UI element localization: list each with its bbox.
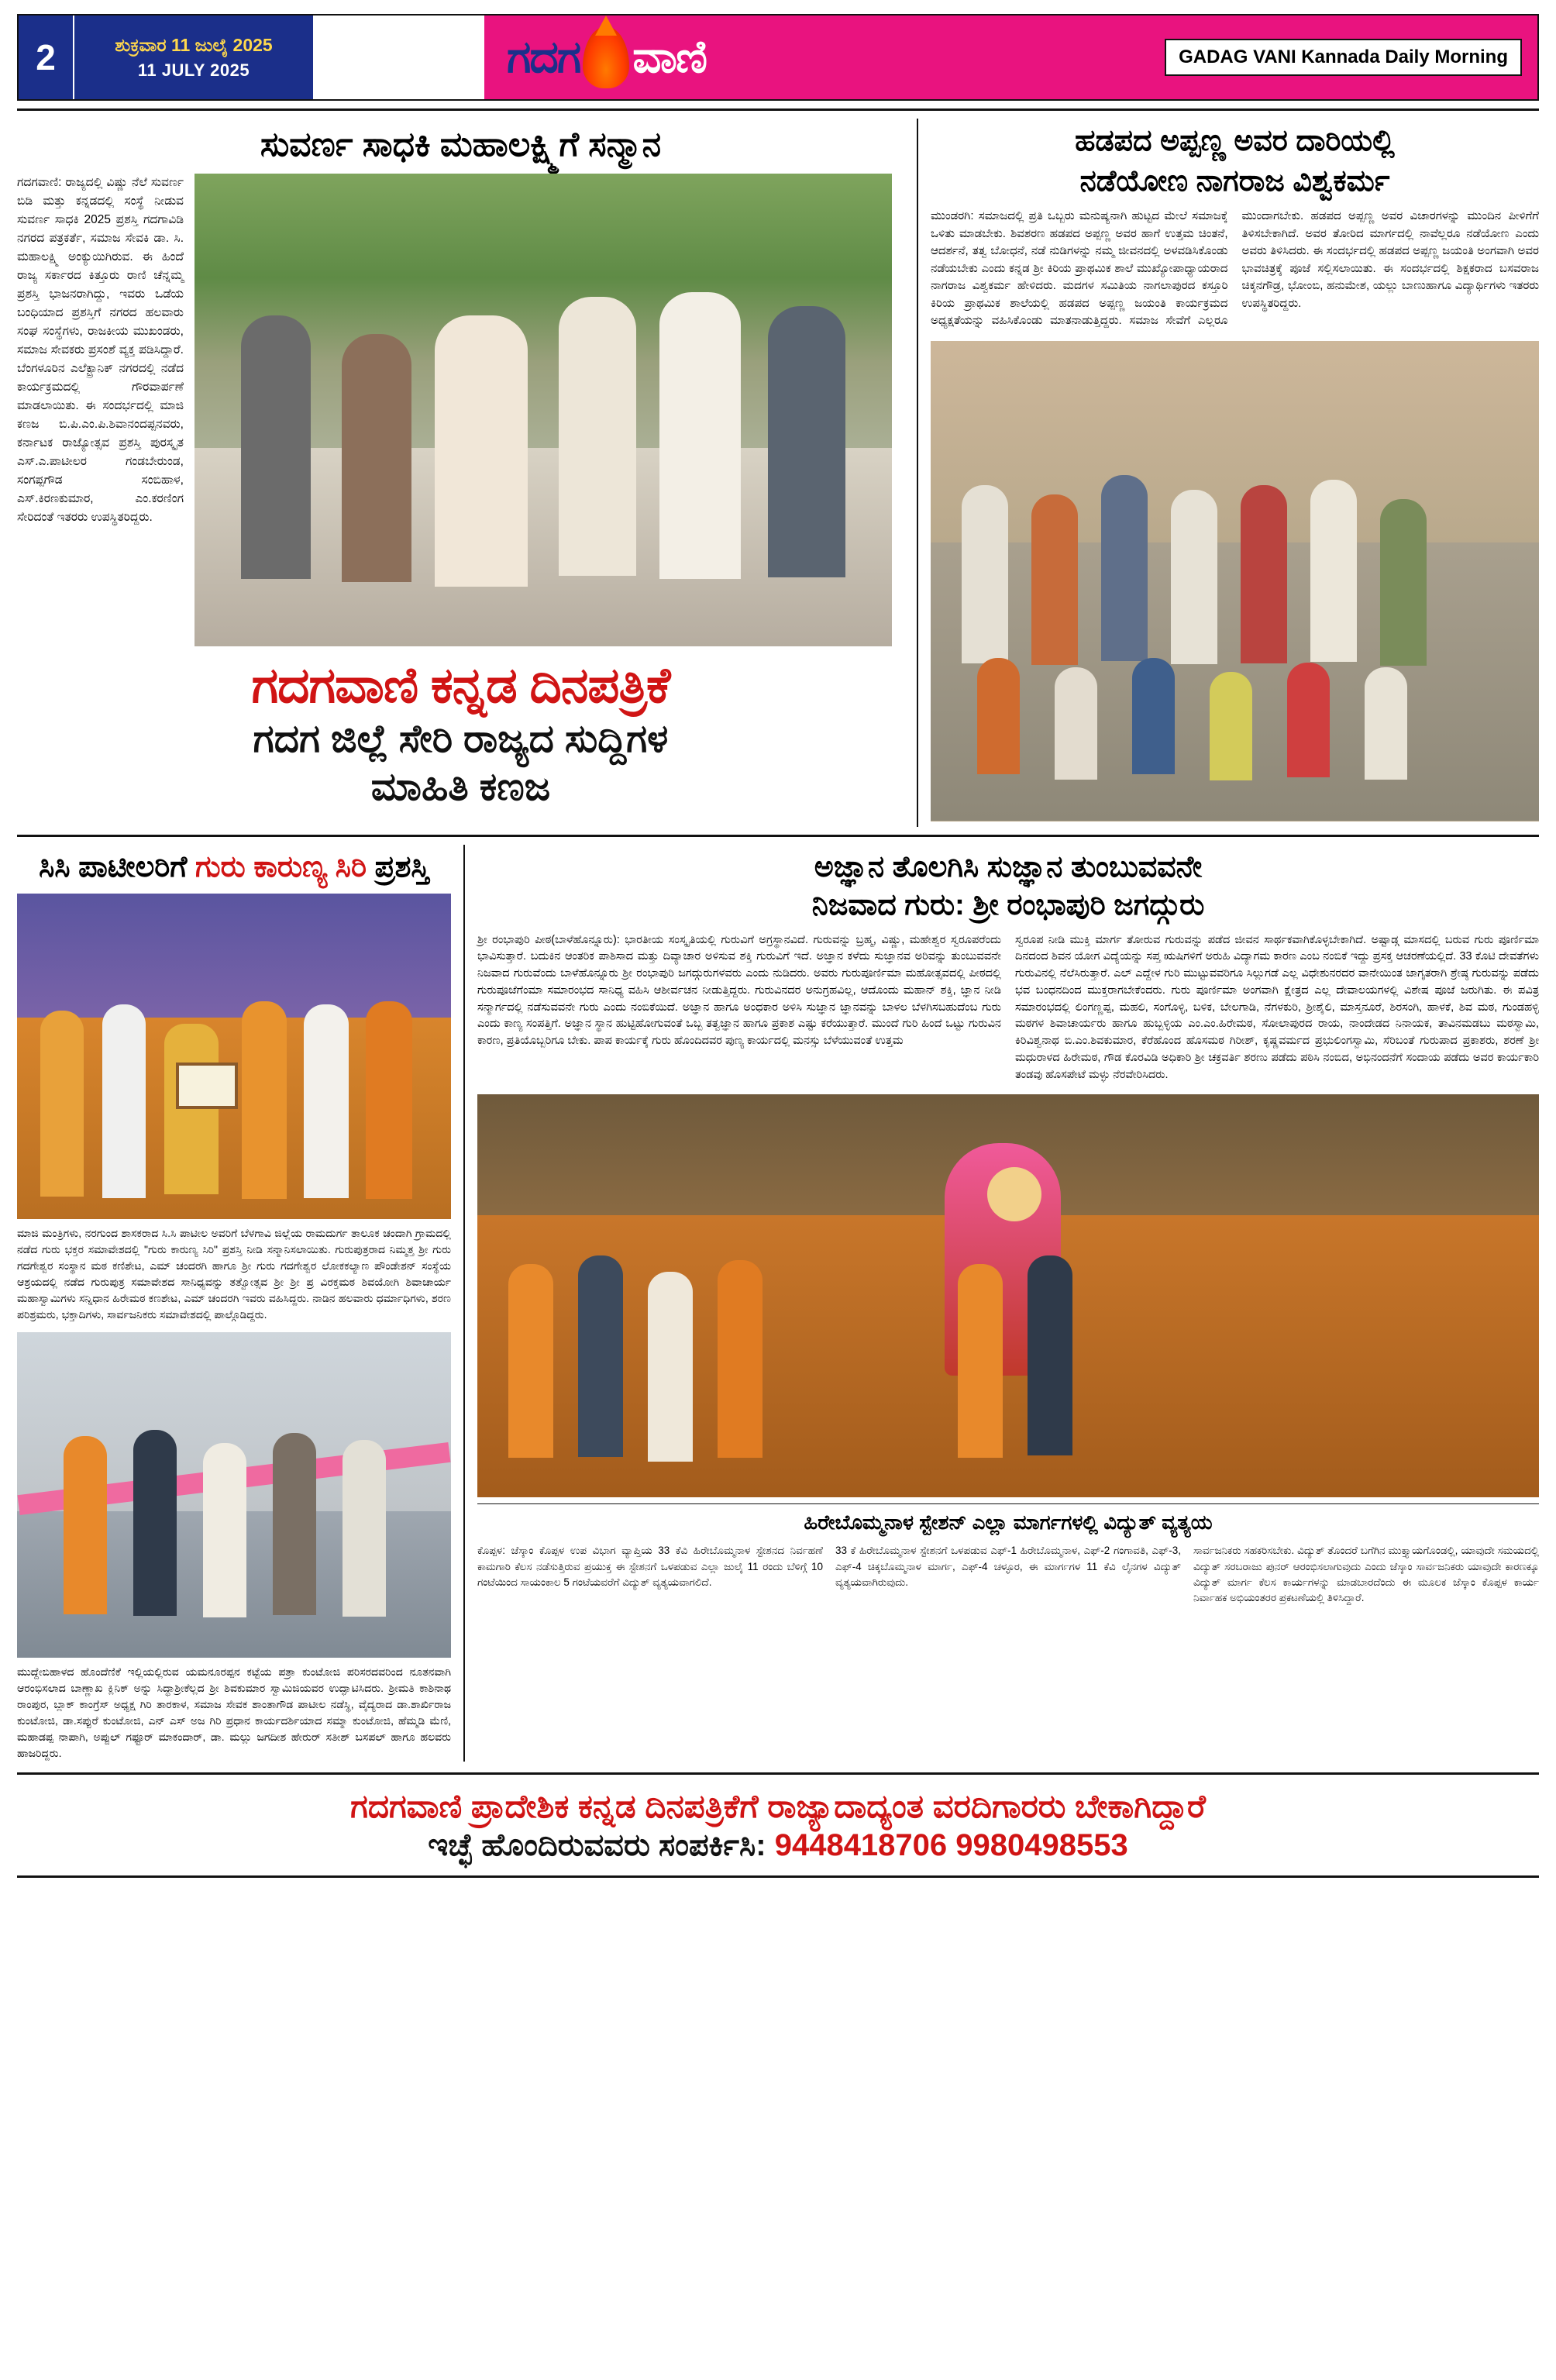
article-3-headline-part2: ಪ್ರಶಸ್ತಿ: [374, 850, 429, 883]
top-section: [17, 119, 1539, 827]
logo-word-vani: ವಾಣಿ: [632, 32, 707, 82]
middle-section: [17, 845, 1539, 1762]
article-5-headline: ಹಿರೇಬೊಮ್ಮನಾಳ ಸ್ಟೇಶನ್ ಎಲ್ಲಾ ಮಾರ್ಗಗಳಲ್ಲಿ ವಿದ್ಯುತ್ ವ್ಯತ್ಯಯ: [804, 1510, 1213, 1534]
article-6-caption: ಮುದ್ದೇಬಿಹಾಳದ ಹೊಂದೆಣಿಕೆ ಇಲ್ಲಿಯಲ್ಲಿರುವ ಯಮನೂರಪ್ಪನ ಕಟ್ಟೆಯ ಪತ್ರಾ ಕುಂಟೋಜಿ ಪರಿಸರದವರಿಂದ ನೂತನವಾಗಿ ಆರಂಭಿಸಲಾದ ಬಾಣ್ಣಾಖ ಕ್ಲಿನಿಕ್ ಅನ್ನು ಸಿದ್ಧಾಶ್ರೀಕೆಲ್ಲದ ಶ್ರೀ ಶಿವಕುಮಾರ ಸ್ವಾಮಿಜಿಯವರ ಉದ್ಘಾಟಿಸಿದರು. ಶ್ರೀಮತಿ ಕಾಶಿನಾಥ ರಾಂಪುರ, ಬ್ಲಾಕ್ ಕಾಂಗ್ರೆಸ್ ಅಧ್ಯಕ್ಷ ಗಿರಿ ತಾರಕಾಳ, ಸಮಾಜ ಸೇವಕ ಶಾಂತಾಗೌಡ ಪಾಟೀಲ ನಡೆಸ್ಥಿ, ವೈದ್ಯರಾದ ಡಾ.ಶಾರ್ಖಿರಾಜ ಕುಂಟೋಜಿ, ಡಾ.ಸಪ್ಪುರೆ ಕುಂಟೋಜಿ, ಎನ್ ಎಸ್ ಅಜ ಗಿರಿ ಪ್ರಧಾನ ಕಾರ್ಯದರ್ಶಿಯಾದ ಸಮ್ಮಾ ಕುಂಟೋಜಿ, ಹೆಮ್ಮಡಿ ಮೆಣಿ, ಮಹಾಡಪ್ಪ ನಾಪಾಗಿ, ಅಪ್ಪುಲ್ ಗಫ್ಟೂರ್ ಮಾಕಂದಾರ್, ಡಾ. ಮಲ್ಲು ಜಗದೀಶ ಹೇರುರ್ ಸತೀಶ್ ಬಸಪಲ್ ಹಾಗೂ ಹಲವರು ಹಾಜರಿದ್ದರು.: [17, 1665, 451, 1760]
article-3-headline: [17, 849, 451, 887]
article-1-photo: [194, 174, 892, 646]
promo-line-3: ಮಾಹಿತಿ ಕಣಜ: [370, 765, 551, 809]
article-1-body: ಗದಗವಾಣಿ: ರಾಜ್ಯದಲ್ಲಿ ವಿಷ್ಣು ನೆಲೆ ಸುವರ್ಣ ಬಿಡಿ ಮತ್ತು ಕನ್ನಡದಲ್ಲಿ ಸಂಸ್ಥೆ ನೀಡುವ ಸುವರ್ಣ ಸಾಧಕಿ 2025 ಪ್ರಶಸ್ತಿ ಗದಗಾವಿಡಿ ನಗರದ ಪತ್ರಕರ್ತೆ, ಸಮಾಜ ಸೇವಕಿ ಡಾ. ಸಿ. ಮಹಾಲಕ್ಷ್ಮಿ ಅಂಕ್ಯುಯಿಗಿರುವ. ಈ ಹಿಂದೆ ರಾಜ್ಯ ಸರ್ಕಾರದ ಕಿತ್ತೂರು ರಾಣಿ ಚೆನ್ನಮ್ಮ ಪ್ರಶಸ್ತಿ ಭಾಜನರಾಗಿದ್ದು, ಇವರು ಒಡೆಯ ಬಂಧಿಯಾದ ಪ್ರಶಸ್ತಿಗೆ ನಗರದ ಹಲವಾರು ಸಂಘ ಸಂಸ್ಥೆಗಳು, ರಾಜಕೀಯ ಮುಖಂಡರು, ಸಮಾಜ ಸೇವಕರು ಪ್ರಸಂಶೆ ವ್ಯಕ್ತ ಪಡಿಸಿದ್ದಾರೆ. ಬೆಂಗಳೂರಿನ ಎಲೆಕ್ಟ್ರಾನಿಕ್ ನಗರದಲ್ಲಿ ನಡೆದ ಕಾರ್ಯಕ್ರಮದಲ್ಲಿ ಗೌರವಾರ್ಪಣೆ ಮಾಡಲಾಯಿತು. ಈ ಸಂದರ್ಭದಲ್ಲಿ ಮಾಜಿ ಕಣಜ ಬಿ.ಪಿ.ಎಂ.ಪಿ.ಶಿವಾನಂದಪ್ಪನವರು, ಕರ್ನಾಟಕ ರಾಜ್ಯೋತ್ಸವ ಪ್ರಶಸ್ತಿ ಪುರಸ್ಕೃತ ಎಸ್.ಎ.ಪಾಟೀಲರ ಗಂಡಬೇರುಂಡ, ಸಂಗಪ್ಪಗೌಡ ಸಂಬಿಹಾಳ, ಎಸ್.ಕಿರಣಕುಮಾರ, ಎಂ.ಕರಣಿಂಗ ಸೇರಿದಂತೆ ಇತರರು ಉಪಸ್ಥಿತರಿದ್ದರು.: [17, 176, 184, 525]
rule-above-article-5: [477, 1503, 1539, 1504]
article-1-headline: ಸುವರ್ಣ ಸಾಧಕಿ ಮಹಾಲಕ್ಷ್ಮಿಗೆ ಸನ್ಮಾನ: [260, 126, 662, 164]
footer-phone-2: 9980498553: [955, 1827, 1128, 1862]
article-3-headline-red: ಗುರು ಕಾರುಣ್ಯ ಸಿರಿ: [194, 850, 375, 883]
article-4-body-col2: ಸ್ವರೂಪ ನೀಡಿ ಮುಕ್ತಿ ಮಾರ್ಗ ತೋರುವ ಗುರುವನ್ನು ಪಡೆದ ಜೀವನ ಸಾರ್ಥಕವಾಗಿಕೊಳ್ಳಬೇಕಾಗಿದೆ. ಅಷ್ಟಾಡ್ಗ ಮಾಸದಲ್ಲಿ ಬರುವ ಗುರು ಪೂರ್ಣಿಮಾ ದಿನದಂದ ಶಿವನ ಯೋಗ ವಿದ್ಯೆಯನ್ನು ಸಪ್ತ ಋಷಿಗಳಿಗೆ ಅರುಹಿ ವಿದ್ಯಾಗಮ ಕಾರಣ ಎಂಬ ನಂಬಿಕೆ ಇದ್ದು ಪ್ರಸಕ್ತ ಆಚರಣೆಯಲ್ಲಿದೆ. 33 ಕೊಟಿ ದೇವತೆಗಳು ಗುರುವಿನಲ್ಲಿ ನೆಲೆಸಿರುತ್ತಾರೆ. ಎಲ್ ಎದ್ದೇಳ ಗುರಿ ಮುಟ್ಟುವವರಿಗೂ ಸಿಲ್ಲುಗಡೆ ಎಲ್ಲ ವಿಧೇಶುನರದರ ವಾನೇಯಿಂತ ಜಾಗೃತರಾಗಿ ಶ್ರೇಷ್ಠ ಗುರುವನ್ನು ಪಡೆದು ಭವ ಬಂಧನದಿಂದ ಮುಕ್ತರಾಗಬೇಕೆಂದರು. ಗುರು ಪೂರ್ಣಿಮಾ ಅಂಗವಾಗಿ ಕ್ಷೇತ್ರದ ಎಲ್ಲ ದೇವಾಲಯಗಳಲ್ಲಿ ವಿಶೇಷ ಪೂಜೆ ಜರುಗಿತು. ಈ ಪವಿತ್ರ ಸಮಾರಂಭದಲ್ಲಿ ಲಿಂಗಣ್ಣಪ್ಪ, ಮಹಲಿ, ಸಂಗೊಳ್ಳಿ, ಬಳಿಕ, ಬೇಲಗಾಡಿ, ನೆಗಳಕುರಿ, ಶ್ರೀಶೈಲಿ, ಮಾಸ್ತನೂರೆ, ಶಿರಸಂಗಿ, ಹಾಳಕೆ, ಶಿವ ಮಠ, ಗುಂಡಹಳ್ಳಿ ಮಠಗಳ ಶಿವಾಚಾರ್ಯರು ಹಾಗೂ ಹುಬ್ಬಳ್ಳಿಯ ಎಂ.ಎಂ.ಹಿರೇಮಠ, ಸೋಲಾಪುರದ ರಾಯ, ನಾಂದೇಡದ ನಿನಾಯಕ, ತಾವಿನಮಡಬು ಮಠಸ್ವಾಮಿ, ಕಿರಿವಿಶ್ವನಾಥ ಬಿ.ಎಂ.ಶಿವಕುಮಾರ, ಕೆರೆಹೊಂದ ಹೊಸಮಠ ಗಿರೀಶ್, ಕೃಷ್ಣವರ್ಮದ ಪ್ರಭುಲಿಂಗಸ್ವಾಮಿ, ಸೆರಿಬಂತೆ ಗುರುಪಾದ ಪ್ರಕಾಶರು, ಶರಣೆ ಶ್ರೀ ಮಧುರಾಳದ ಹಿರೇಮಠ, ಗೌಡ ಕೊರವಿಡಿ ಅಧಿಕಾರಿ ಶ್ರೀ ಚಕ್ರವರ್ತಿ ಶರಣು ಪಡೆದು ಪಠಿಸಿ ನಂಬಿದ, ಅಭಿನಂದನೆಗೆ ಸಂದಾಯ ಪಡೆದು ಅವರ ಕಾರ್ಯಕಾರಿ ತಂಡವು ಹೊಸಪೇಟೆ ಮಳ್ಳು ನೆರವೇರಿಸಿದರು.: [1015, 933, 1539, 1081]
article-2-photo: [931, 341, 1539, 821]
promo-block: [17, 646, 904, 827]
rule-under-masthead: [17, 108, 1539, 111]
article-3-photo: [17, 894, 451, 1219]
article-3-headline-part1: ಸಿಸಿ ಪಾಟೀಲರಿಗೆ: [39, 850, 195, 883]
rule-mid-page: [17, 835, 1539, 837]
logo-banner: [313, 15, 1537, 99]
article-2-headline-line1: ಹಡಪದ ಅಪ್ಪಣ್ಣ ಅವರ ದಾರಿಯಲ್ಲಿ: [1075, 125, 1395, 157]
date-box: [73, 15, 313, 99]
footer-line-1: ಗದಗವಾಣಿ ಪ್ರಾದೇಶಿಕ ಕನ್ನಡ ದಿನಪತ್ರಿಕೆಗೆ ರಾಜ್ಯಾದಾದ್ಯಂತ ವರದಿಗಾರರು ಬೇಕಾಗಿದ್ದಾರೆ: [350, 1788, 1206, 1825]
article-6-photo: [17, 1332, 451, 1658]
article-5-body-col1: ಕೊಪ್ಪಳ: ಜೆಸ್ಕಾಂ ಕೊಪ್ಪಳ ಉಪ ವಿಭಾಗ ವ್ಯಾಪ್ತಿಯ 33 ಕೆವಿ ಹಿರೇಬೊಮ್ಮನಾಳ ಸ್ಟೇಶನದ ನಿರ್ವಹಣೆ ಕಾಮಗಾರಿ ಕೆಲಸ ನಡೆಸುತ್ತಿರುವ ಪ್ರಯುಕ್ತ ಈ ಸ್ಟೇಶನಗೆ ಒಳಪಡುವ ಎಲ್ಲಾ ಜುಲೈ 11 ರಂದು ಬೆಳಿಗ್ಗೆ 10 ಗಂಟೆಯಿಂದ ಸಾಯಂಕಾಲ 5 ಗಂಟೆಯವರೆಗೆ ವಿದ್ಯುತ್ ವ್ಯತ್ಯಯವಾಗಲಿದೆ.: [477, 1545, 823, 1588]
article-2-body: ಮುಂಡರಗಿ: ಸಮಾಜದಲ್ಲಿ ಪ್ರತಿ ಒಬ್ಬರು ಮನುಷ್ಯನಾಗಿ ಹುಟ್ಟದ ಮೇಲೆ ಸಮಾಜಕ್ಕೆ ಒಳಿತು ಮಾಡಬೇಕು. ಶಿವಶರಣ ಹಡಪದ ಅಪ್ಪಣ್ಣ ಅವರ ಹಾಗೆ ಉತ್ತಮ ಚಿಂತನೆ, ಆದರ್ಶನೆ, ತತ್ವ ಬೋಧನೆ, ನಡೆ ನುಡಿಗಳನ್ನು ನಮ್ಮ ಜೀವನದಲ್ಲಿ ಅಳವಡಿಸಿಕೊಂಡು ನಡೆಯಬೇಕು ಎಂದು ಕನ್ನಡ ಶ್ರೀ ಕಿರಿಯ ಪ್ರಾಥಮಿಕ ಶಾಲೆ ಮುಖ್ಯೋಪಾಧ್ಯಾಯರಾದ ನಾಗರಾಜ ವಿಶ್ವಕರ್ಮ ಹೇಳಿದರು. ಮದಗಳ ಸಮಿತಿಯ ನಾಗಲಾಪುರದ ಕಸ್ತೂರಿ ಕಿರಿಯ ಪ್ರಾಥಮಿಕ ಶಾಲೆಯಲ್ಲಿ ಹಡಪದ ಅಪ್ಪಣ್ಣ ಜಯಂತಿ ಕಾರ್ಯಕ್ರಮದ ಅಧ್ಯಕ್ಷತೆಯನ್ನು ವಹಿಸಿಕೊಂಡು ಮಾತನಾಡುತ್ತಿದ್ದರು. ಸಮಾಜ ಸೇವೆಗೆ ಎಲ್ಲರೂ ಮುಂದಾಗಬೇಕು. ಹಡಪದ ಅಪ್ಪಣ್ಣ ಅವರ ವಿಚಾರಗಳನ್ನು ಮುಂದಿನ ಪೀಳಿಗೆಗೆ ತಿಳಿಸಬೇಕಾಗಿದೆ. ಅವರ ತೋರಿದ ಮಾರ್ಗದಲ್ಲಿ ನಾವೆಲ್ಲರೂ ನಡೆಯೋಣ ಎಂದು ಅವರು ತಿಳಿಸಿದರು. ಈ ಸಂದರ್ಭದಲ್ಲಿ ಹಡಪದ ಅಪ್ಪಣ್ಣ ಜಯಂತಿ ಅಂಗವಾಗಿ ಅವರ ಭಾವಚಿತ್ರಕ್ಕೆ ಪೂಜೆ ಸಲ್ಲಿಸಲಾಯಿತು. ಈ ಸಂದರ್ಭದಲ್ಲಿ ಶಿಕ್ಷಕರಾದ ಬಸವರಾಜ ಚಿಕ್ಕನಗೌಡ್ರ, ಭೋಂಬಿ, ಹನುಮೇಶ, ಯಲ್ಲು ಬಾಣುಹಾಗೂ ವಿದ್ಯಾರ್ಥಿಗಳು ಇತರರು ಉಪಸ್ಥಿತರಿದ್ದರು.: [931, 209, 1539, 327]
article-4-column: [463, 845, 1539, 1762]
article-2-headline-line2: ನಡೆಯೋಣ ನಾಗರಾಜ ವಿಶ್ವಕರ್ಮ: [1079, 164, 1390, 198]
english-masthead-title: GADAG VANI Kannada Daily Morning: [1165, 39, 1522, 76]
footer-contact-prefix: ಇಚ್ಛೆ ಹೊಂದಿರುವವರು ಸಂಪರ್ಕಿಸಿ:: [428, 1827, 775, 1862]
article-3-caption: ಮಾಜಿ ಮಂತ್ರಿಗಳು, ನರಗುಂದ ಶಾಸಕರಾದ ಸಿ.ಸಿ ಪಾಟೀಲ ಅವರಿಗೆ ಬೆಳಗಾವಿ ಜಿಲ್ಲೆಯ ರಾಮದುರ್ಗ ತಾಲೂಕ ಚಂದಾಗಿ ಗ್ರಾಮದಲ್ಲಿ ನಡೆದ ಗುರು ಭಕ್ತರ ಸಮಾವೇಶದಲ್ಲಿ "ಗುರು ಕಾರುಣ್ಯ ಸಿರಿ" ಪ್ರಶಸ್ತಿ ನೀಡಿ ಸನ್ಮಾನಿಸಲಾಯಿತು. ಗುರುಪುತ್ರರಾದ ನಿಮ್ಮತ್ತ ಶ್ರೀ ಗುರು ಗದಗೇಶ್ವರ ಸಂಸ್ಥಾನ ಮಠ ಕಣಿಶೇಟ, ಎಮ್ ಚಂದರಗಿ ಹಾಗೂ ಶ್ರೀ ಗುರು ಗದಗೇಶ್ವರ ಲೋಕಕಲ್ಯಾಣ ಪೌಂಡೇಶನ್ ಸಂಸ್ಥೆಯ ಆಶ್ರಯದಲ್ಲಿ ನಡೆದ ಗುರುಪುತ್ರ ಸಮಾವೇಶದ ಸಾನಿಧ್ಯವನ್ನು ತತ್ವೋತ್ಸವ ಶ್ರೀ ಶ್ರೀ ಪ್ರ ವಿರಕ್ತಮಠ ಶಿವಯೋಗಿ ಶಿವಾಚಾರ್ಯ ಮಹಾಸ್ವಾಮಿಗಳು ಸನ್ನಿಧಾನ ಹಿರೇಮಠ ಕಣಶೇಟ, ಎಮ್ ಚಂದರಗಿ ಇವರು ವಹಿಸಿದ್ದರು. ನಾಡಿನ ಹಲವಾರು ಧರ್ಮಾಧಿಗಳು, ಶರಣ ಪರಿಶ್ರಮರು, ಭಕ್ತಾದಿಗಳು, ಸಾರ್ವಜನಿಕರು ಸಮಾವೇಶದಲ್ಲಿ ಪಾಲ್ಗೊಡಿದ್ದರು.: [17, 1227, 451, 1321]
article-2-column: [917, 119, 1539, 827]
page-number: 2: [19, 15, 73, 99]
footer-phone-1: 9448418706: [774, 1827, 948, 1862]
logo-word-gadag: ಗದಗ: [507, 32, 580, 82]
masthead: [17, 14, 1539, 101]
footer-advert: [17, 1772, 1539, 1878]
footer-line-2: [17, 1828, 1539, 1863]
date-kannada: ಶುಕ್ರವಾರ 11 ಜುಲೈ 2025: [115, 34, 273, 55]
promo-line-1: ಗದಗವಾಣಿ ಕನ್ನಡ ದಿನಪತ್ರಿಕೆ: [251, 657, 670, 713]
date-english: 11 JULY 2025: [137, 60, 250, 80]
promo-line-2: ಗದಗ ಜಿಲ್ಲೆ ಸೇರಿ ರಾಜ್ಯದ ಸುದ್ದಿಗಳ: [253, 716, 669, 760]
article-4-headline-line2: ನಿಜವಾದ ಗುರು: ಶ್ರೀ ರಂಭಾಪುರಿ ಜಗದ್ಗುರು: [811, 889, 1205, 922]
article-4-photo: [477, 1094, 1539, 1497]
article-3-column: [17, 845, 451, 1762]
article-4-headline-line1: ಅಜ್ಞಾನ ತೊಲಗಿಸಿ ಸುಜ್ಞಾನ ತುಂಬುವವನೇ: [814, 850, 1203, 883]
flame-icon: [583, 26, 629, 88]
article-1-column: [17, 119, 904, 827]
article-5-body-col3: ಸಾರ್ವಜನಿಕರು ಸಹಕರಿಸಬೇಕು. ವಿದ್ಯುತ್ ತೊಂದರೆ ಬಗೆಗಿನ ಮುಕ್ತ್ಯಾಯಗೊಂಡಲ್ಲಿ, ಯಾವುದೇ ಸಮಯದಲ್ಲಿ ವಿದ್ಯುತ್ ಸರಬರಾಜು ಪುನರ್ ಆರಂಭಿಸಲಾಗುವುದು ಎಂದು ಜೆಸ್ಕಾಂ ಸಾರ್ವಜನಿಕರು ಯಾವುದೇ ಕಾರಣಕ್ಕೂ ವಿದ್ಯುತ್ ಮಾರ್ಗ ಕೆಲಸ ಕಾರ್ಯಗಳನ್ನು ಮಾಡಬಾರದೆಂದು ಈ ಮೂಲಕ ಜೆಸ್ಕಾಂ ಕೊಪ್ಪಳ ಕಾರ್ಯ ನಿರ್ವಾಹಕ ಅಭಿಯಂತರರ ಪ್ರಕಟಣೆಯಲ್ಲಿ ತಿಳಿಸಿದ್ದಾರೆ.: [1193, 1545, 1539, 1604]
article-5-body-col2: 33 ಕೆ ಹಿರೇಬೊಮ್ಮನಾಳ ಸ್ಟೇಶನಗೆ ಒಳಪಡುವ ಎಫ್-1 ಹಿರೇಬೊಮ್ಮನಾಳ, ಎಫ್-2 ಗಂಗಾವತಿ, ಎಫ್-3, ಎಫ್-4 ಚಿಕ್ಕಬೊಮ್ಮನಾಳ ಮಾರ್ಗ, ಎಫ್-4 ಚಳ್ಳೂರ, ಈ ಮಾರ್ಗಗಳ 11 ಕೆವಿ ಲೈನಗಳ ವಿದ್ಯುತ್ ವ್ಯತ್ಯಯವಾಗಿರುವುದು.: [835, 1545, 1181, 1588]
article-4-body-col1: ಶ್ರೀ ರಂಭಾಪುರಿ ಪೀಠ(ಬಾಳೆಹೊನ್ನೂರು): ಭಾರತೀಯ ಸಂಸ್ಕೃತಿಯಲ್ಲಿ ಗುರುವಿಗೆ ಅಗ್ರಸ್ಥಾನವಿದೆ. ಗುರುವನ್ನು ಬ್ರಹ್ಮ, ವಿಷ್ಣು, ಮಹೇಶ್ವರ ಸ್ವರೂಪರೆಂದು ಭಾವಿಸುತ್ತಾರೆ. ಬದುಕಿನ ಆಂತರಿಕ ಪಾಶಿಸಾದ ಮತ್ತು ದಿವ್ಯಾಚಾರ ಅಳಿಸುವ ಶಕ್ತಿ ಗುರುವಿಗೆ ಇದೆ. ಅಜ್ಞಾನ ಕಳೆದು ಸುಜ್ಞಾನವ ಅರಿವನ್ನು ತುಂಬುವವನೇ ನಿಜವಾದ ಗುರುವೆಂದು ಬಾಳೆಹೊನ್ನೂರು ಶ್ರೀ ರಂಭಾಪುರಿ ಜಗದ್ಗುರುಗಳವರು ಎಂದು ನುಡಿದರು. ಅವರು ಗುರುಪೂರ್ಣಿಮಾ ಮಹೋತ್ಸವದಲ್ಲಿ ಪೀಠದಲ್ಲಿ ಗುರುಪೂಜೆಗೆಂಮಾ ಸಮಾರಂಭದ ಸಾನಿಧ್ಯ ವಹಿಸಿ ಆಶೀರ್ವಚನ ನೀಡುತ್ತಿದ್ದರು. ಗುರುವಿನದರ ಅನುಗ್ರಹವಿಲ್ಲ, ಆದೊಂದು ಮಹಾನ್ ಶಕ್ತಿ, ಜ್ಞಾನ ನೀಡಿ ಸನ್ಮಾರ್ಗದಲ್ಲಿ ನಡೆಸುವವನೇ ಗುರು ಎಂದು ನಂಬಿಕೆಯಿದೆ. ಅಜ್ಞಾನ ಹಾಗೂ ಅಂಧಕಾರ ಅಳಿಸಿ ಸುಜ್ಞಾನ ಜ್ಞಾನವನ್ನು ಬಾಳಲ ಬೆಳಗಿಸಬಹುದೆಂಬ ಗುರು ಎಂದು ಕಾಣ್ಯ ಸಂಪತ್ತಿಗೆ. ಅಜ್ಞಾನ ಸ್ಥಾನ ಹುಟ್ಟಿಹೋಗುವಂತೆ ಒಬ್ಬ ತತ್ವಜ್ಞಾನ ಹಾಗೂ ಪ್ರಕಾಶ ಎಷ್ಟು ಕರೆಯುತ್ತಾರೆ. ಮುಂದೆ ಗುರಿ ಹಿಂದೆ ಒಟ್ಟು ಗುರುವಿನ ಕಾರಣ, ಪ್ರತಿಯೊಬ್ಬರಿಗೂ ಬೇಕು. ಪಾಪ ಕಾರ್ಯಕ್ಕೆ ಗುರು ಹೊಂದಿದವರ ಪುಣ್ಯ ಕಾರ್ಯದಲ್ಲಿ ಮನಸ್ಸು ಬೆಳೆಯುವಂತೆ ಉತ್ತಮ: [477, 933, 1001, 1048]
